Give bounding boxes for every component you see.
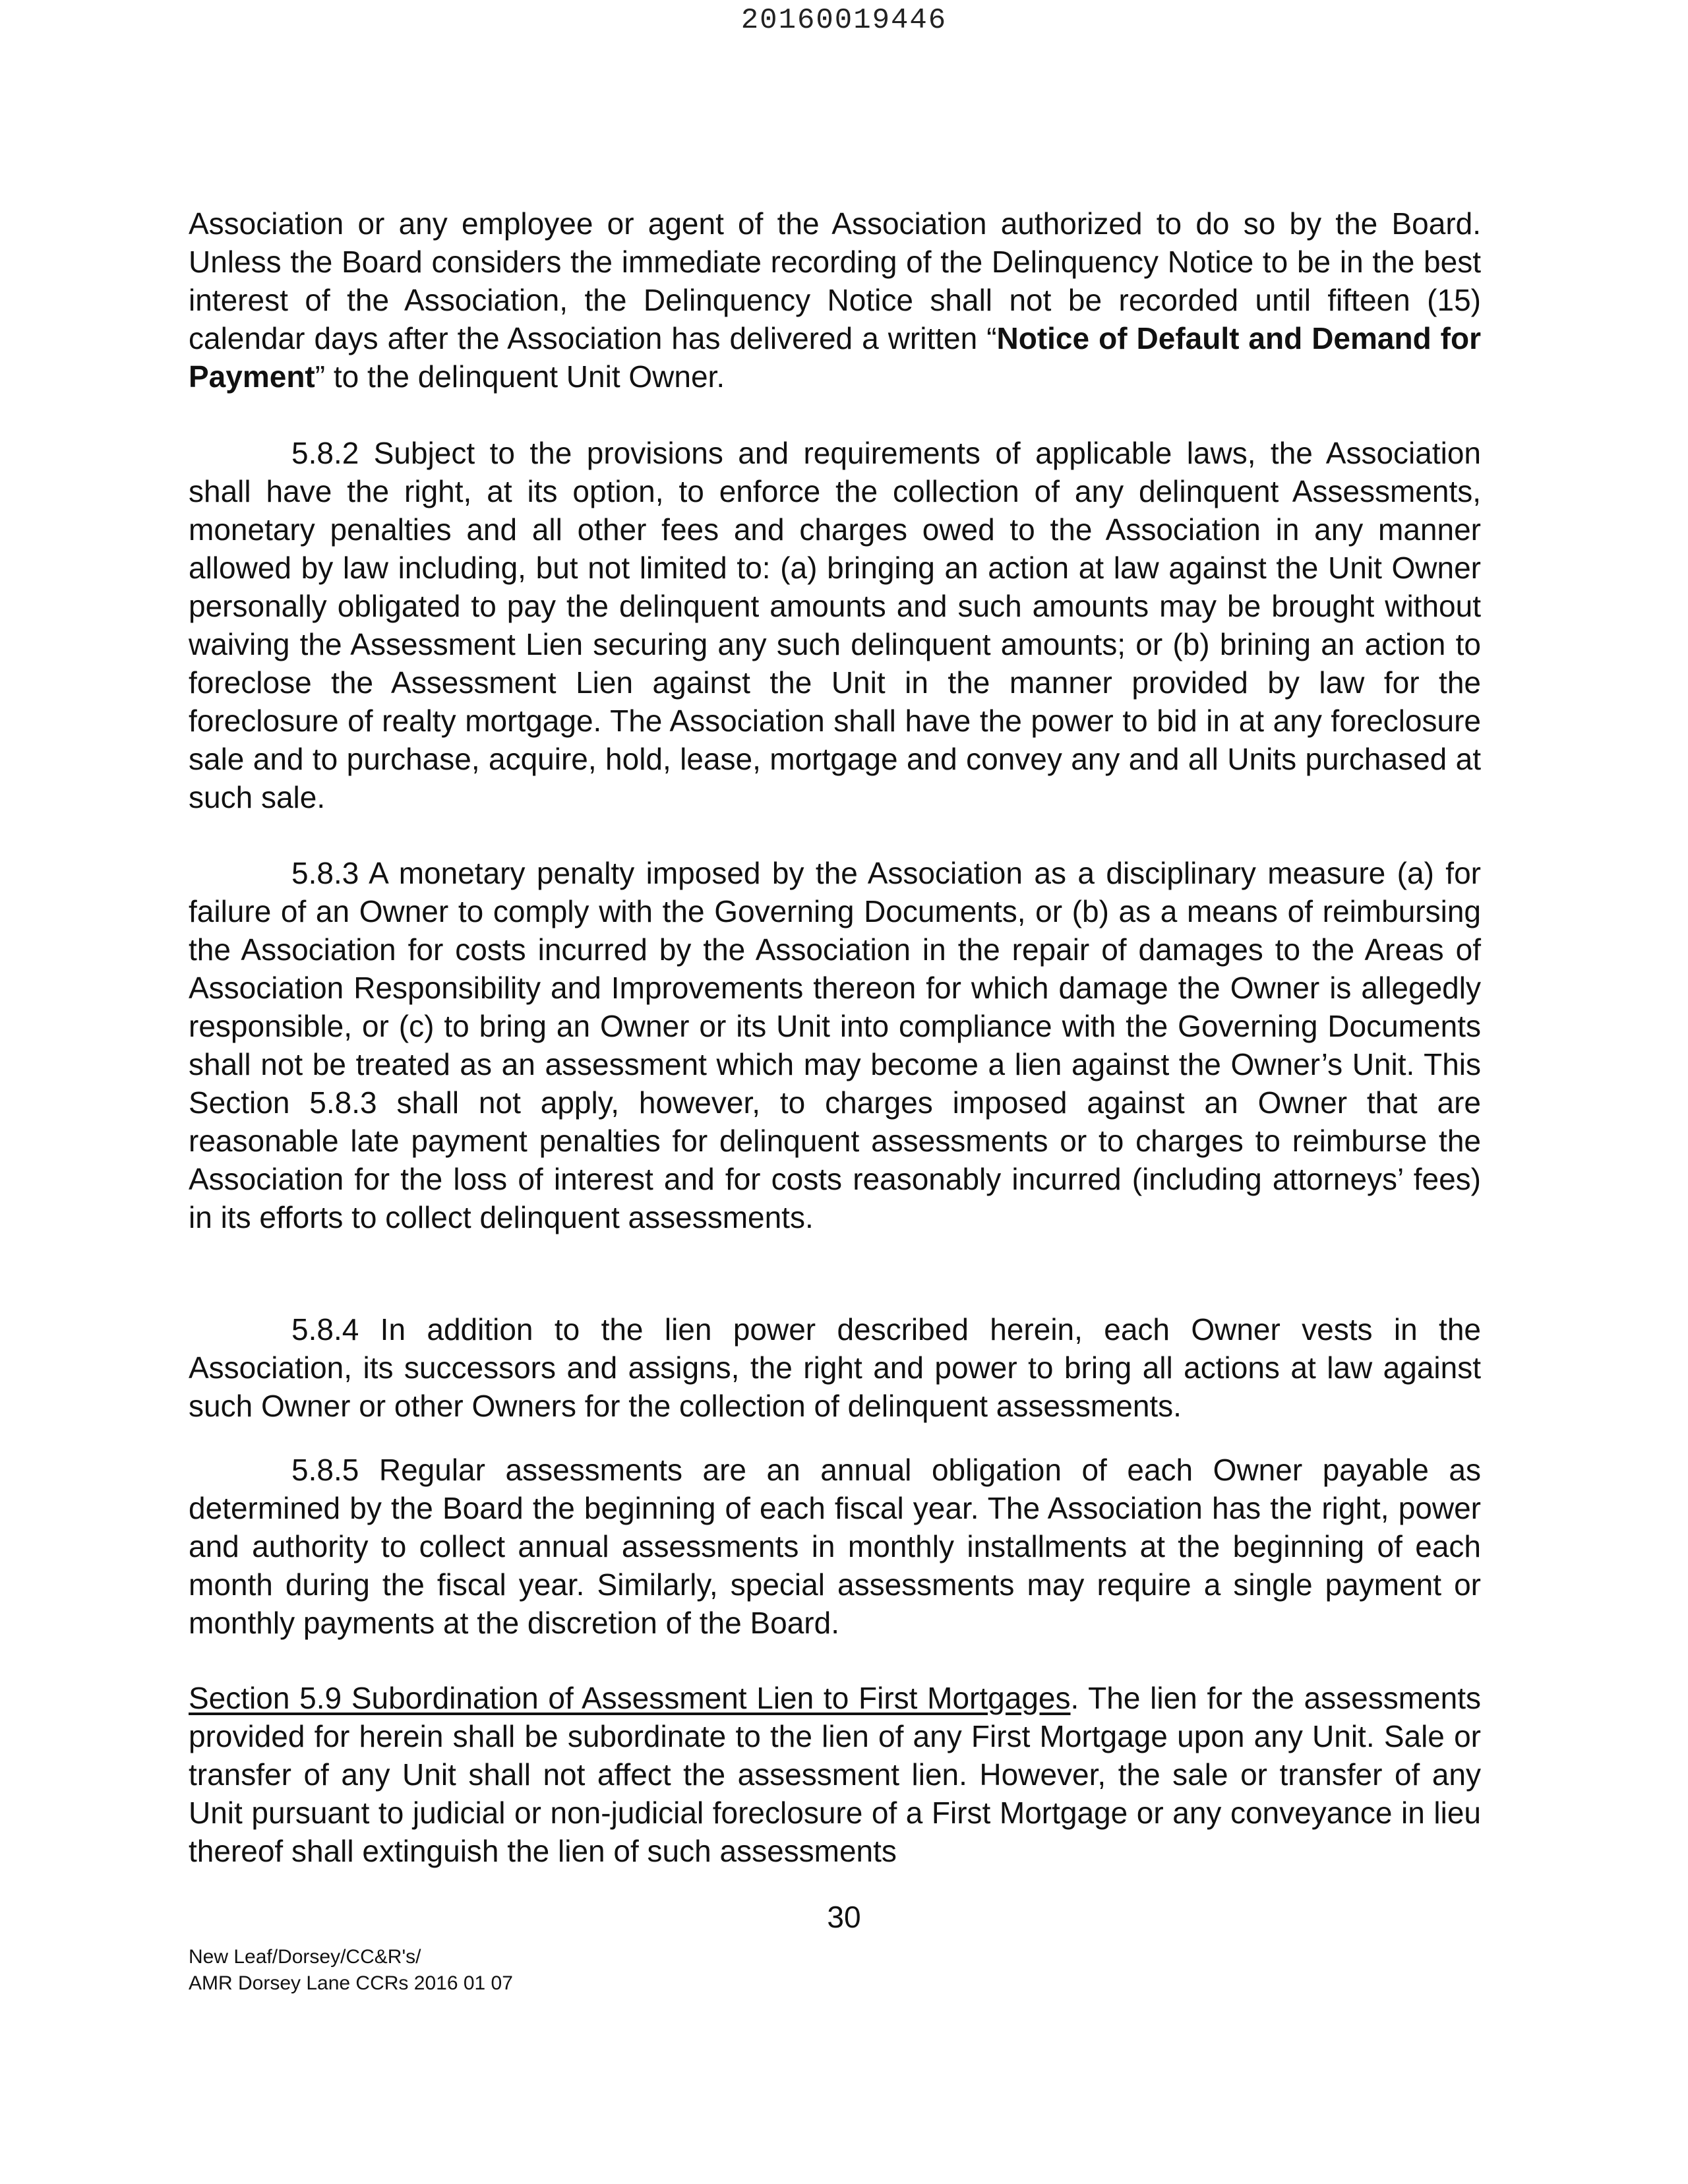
paragraph-5-8-5: 5.8.5 Regular assessments are an annual obligation of each Owner payable as determined by the Board the beginning of each fiscal year. The Association has the right, power and authority to collect annual assessments in monthly installments at the beginning of each month during the fiscal year. Similarly, special assessments may require a single payment or monthly payments at the discretion of the Board. [189, 1453, 1481, 1640]
notice-of-default-term: Notice of Default and Demand for Payment [189, 321, 1481, 394]
document-number: 20160019446 [740, 4, 948, 37]
page-number: 30 [827, 1900, 861, 1934]
paragraph-text: Association or any employee or agent of the Association authorized to do so by the Board. Unless the Board considers the immediate recording of the Delinquency Notice to be in the best interest of the Association, the Delinquency Notice shall not be recorded until fifteen (15) calendar days after the Association has delivered a written “ [189, 206, 1481, 355]
document-footer [189, 1944, 513, 1997]
paragraph-5-8-2: 5.8.2 Subject to the provisions and requirements of applicable laws, the Association shall have the right, at its option, to enforce the collection of any delinquent Assessments, monetary penalties and all other fees and charges owed to the Association in any manner allowed by law including, but not limited to: (a) bringing an action at law against the Unit Owner personally obligated to pay the delinquent amounts and such amounts may be brought without waiving the Assessment Lien securing any such delinquent amounts; or (b) brining an action to foreclose the Assessment Lien against the Unit in the manner provided by law for the foreclosure of realty mortgage. The Association shall have the power to bid in at any foreclosure sale and to purchase, acquire, hold, lease, mortgage and convey any and all Units purchased at such sale. [189, 436, 1481, 814]
paragraph-5-8-3: 5.8.3 A monetary penalty imposed by the Association as a disciplinary measure (a) for failure of an Owner to comply with the Governing Documents, or (b) as a means of reimbursing the Association for costs incurred by the Association in the repair of damages to the Areas of Association Responsibility and Improvements thereon for which damage the Owner is allegedly responsible, or (c) to bring an Owner or its Unit into compliance with the Governing Documents shall not be treated as an assessment which may become a lien against the Owner’s Unit. This Section 5.8.3 shall not apply, however, to charges imposed against an Owner that are reasonable late payment penalties for delinquent assessments or to charges to reimburse the Association for the loss of interest and for costs reasonably incurred (including attorneys’ fees) in its efforts to collect delinquent assessments. [189, 856, 1481, 1234]
paragraph-5-8-4: 5.8.4 In addition to the lien power described herein, each Owner vests in the Association, its successors and assigns, the right and power to bring all actions at law against such Owner or other Owners for the collection of delinquent assessments. [189, 1312, 1481, 1423]
section-5-9-heading: Section 5.9 Subordination of Assessment Lien to First Mortgages [189, 1681, 1071, 1715]
paragraph-text: ” to the delinquent Unit Owner. [315, 359, 725, 394]
section-5-9 [189, 1679, 1481, 1870]
paragraph-continuation [189, 204, 1481, 396]
section-5-9-text: . The lien for the assessments provided for herein shall be subordinate to the lien of any First Mortgage upon any Unit. Sale or transfer of any Unit shall not affect the assessment lien. However, the sale or transfer of any Unit pursuant to judicial or non-judicial foreclosure of a First Mortgage or any conveyance in lieu thereof shall extinguish the lien of such assessments [189, 1681, 1481, 1868]
footer-line-2: AMR Dorsey Lane CCRs 2016 01 07 [189, 1972, 513, 1994]
footer-line-1: New Leaf/Dorsey/CC&R's/ [189, 1946, 421, 1968]
